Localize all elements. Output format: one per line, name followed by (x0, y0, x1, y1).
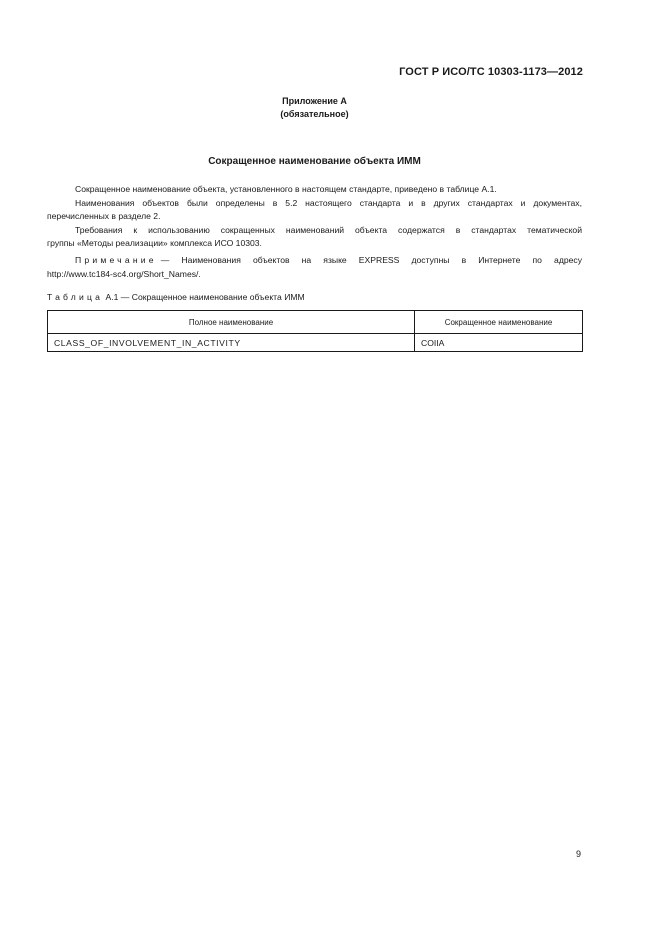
cell-short-name: COIIA (415, 334, 583, 352)
section-title: Сокращенное наименование объекта ИММ (208, 156, 421, 167)
paragraph-2-line-2: перечисленных в разделе 2. (47, 211, 161, 221)
column-header-short-name: Сокращенное наименование (415, 311, 583, 334)
note-url: http://www.tc184-sc4.org/Short_Names/. (47, 268, 201, 279)
note-label: Примечание (75, 255, 157, 265)
short-names-table (47, 310, 583, 352)
cell-full-name: CLASS_OF_INVOLVEMENT_IN_ACTIVITY (48, 334, 415, 352)
table-header-row (48, 311, 583, 334)
table-caption-label: Таблица (47, 292, 104, 302)
paragraph-2-line-1: Наименования объектов были определены в 5.2 настоящего стандарта и в других стандартах и документах, (75, 197, 582, 208)
table-caption-text: А.1 — Сокращенное наименование объекта ИММ (105, 292, 305, 302)
standard-code: ГОСТ Р ИСО/ТС 10303-1173—2012 (399, 66, 583, 78)
annex-title: Приложение А (282, 96, 347, 106)
paragraph-3-line-2: группы «Методы реализации» комплекса ИСО 10303. (47, 238, 262, 248)
column-header-full-name: Полное наименование (48, 311, 415, 334)
page-number: 9 (576, 849, 582, 859)
paragraph-3-line-1: Требования к использованию сокращенных наименований объекта содержатся в стандартах тематической (75, 224, 582, 235)
note-text: — Наименования объектов на языке EXPRESS доступны в Интернете по адресу (160, 255, 582, 265)
annex-status: (обязательное) (280, 109, 349, 119)
table-caption (47, 292, 305, 302)
table-row (48, 334, 583, 352)
note-line-1 (75, 254, 582, 268)
paragraph-1: Сокращенное наименование объекта, установленного в настоящем стандарте, приведено в таблице А.1. (75, 184, 497, 194)
